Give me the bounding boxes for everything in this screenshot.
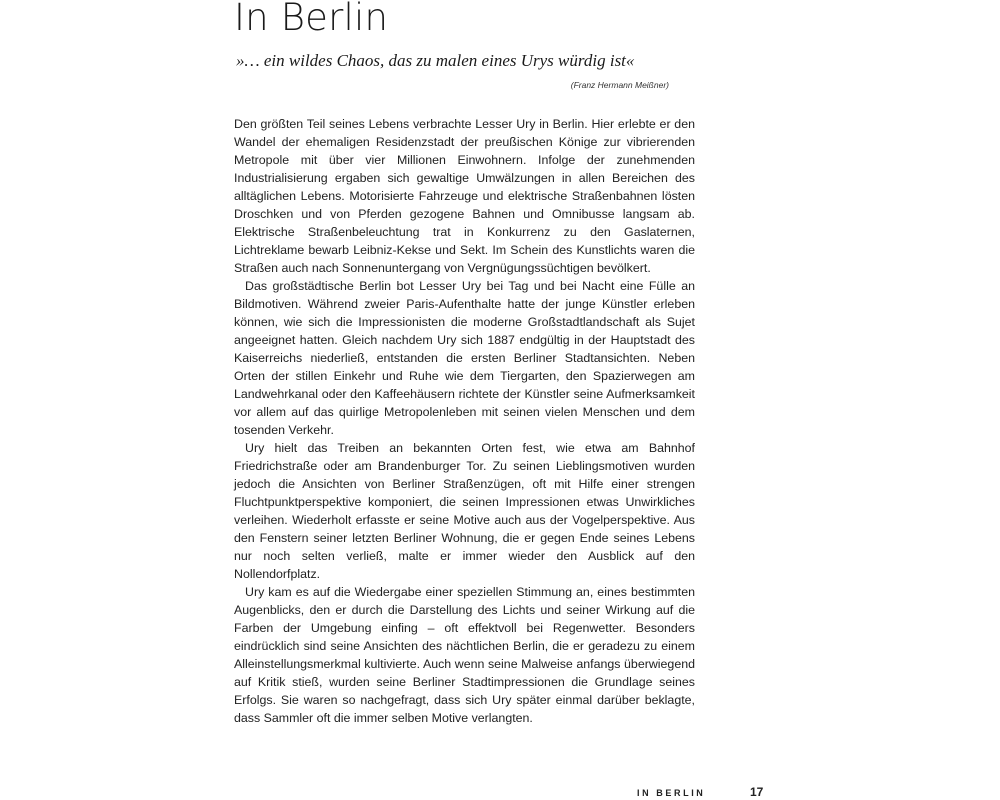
epigraph-quote: »… ein wildes Chaos, das zu malen eines Urys würdig ist«: [236, 51, 635, 70]
running-footer-section: IN BERLIN: [637, 788, 706, 798]
chapter-title: In Berlin: [234, 0, 389, 39]
paragraph: Ury kam es auf die Wiedergabe einer speziellen Stimmung an, eines bestimmten Augenblicks, den er durch die Darstellung des Lichts und seiner Wirkung auf die Farben der Umgebung einfing – oft effektvoll bei Regenwetter. Besonders eindrücklich sind seine Ansichten des nächtlichen Berlin, die er geradezu zu einem Alleinstellungsmerkmal kultivierte. Auch wenn seine Malweise anfangs überwiegend auf Kritik stieß, wurden seine Berliner Stadtimpressionen die Grundlage seines Erfolgs. Sie waren so nachgefragt, dass sich Ury später einmal darüber beklagte, dass Sammler oft die immer selben Motive verlangten.: [234, 585, 695, 725]
paragraph: Den größten Teil seines Lebens verbrachte Lesser Ury in Berlin. Hier erlebte er den Wandel der ehemaligen Residenzstadt der preußischen Könige zur vibrierenden Metropole mit über vier Millionen Einwohnern. Infolge der zunehmenden Industrialisierung ergaben sich gewaltige Umwälzungen in allen Bereichen des alltäglichen Lebens. Motorisierte Fahrzeuge und elektrische Straßenbahnen lösten Droschken und von Pferden gezogene Bahnen und Omnibusse langsam ab. Elektrische Straßenbeleuchtung trat in Konkurrenz zu den Gaslaternen, Lichtreklame bewarb Leibniz-Kekse und Sekt. Im Schein des Kunstlichts waren die Straßen auch nach Sonnenuntergang von Vergnügungssüchtigen bevölkert.: [234, 117, 695, 275]
body-text: [234, 115, 695, 727]
page-number: 17: [750, 785, 764, 799]
paragraph: Das großstädtische Berlin bot Lesser Ury bei Tag und bei Nacht eine Fülle an Bildmotiven. Während zweier Paris-Aufenthalte hatte der junge Künstler erleben können, wie sich die Impressionisten die moderne Großstadtlandschaft als Sujet angeeignet hatten. Gleich nachdem Ury sich 1887 endgültig in der Hauptstadt des Kaiserreichs niederließ, entstanden die ersten Berliner Stadtansichten. Neben Orten der stillen Einkehr und Ruhe wie dem Tiergarten, den Spazierwegen am Landwehrkanal oder den Kaffeehäusern richtete der Künstler seine Aufmerksamkeit vor allem auf das quirlige Metropolenleben mit seinen vielen Menschen und dem tosenden Verkehr.: [234, 279, 695, 437]
paragraph: Ury hielt das Treiben an bekannten Orten fest, wie etwa am Bahnhof Friedrichstraße oder am Brandenburger Tor. Zu seinen Lieblingsmotiven wurden jedoch die Ansichten von Berliner Straßenzügen, oft mit Hilfe einer strengen Fluchtpunktperspektive komponiert, die seinen Impressionen etwas Unwirkliches verleihen. Wiederholt erfasste er seine Motive auch aus der Vogelperspektive. Aus den Fenstern seiner letzten Berliner Wohnung, die er gegen Ende seines Lebens nur noch selten verließ, malte er immer wieder den Ausblick auf den Nollendorfplatz.: [234, 441, 695, 581]
epigraph-attribution: (Franz Hermann Meißner): [570, 80, 669, 90]
